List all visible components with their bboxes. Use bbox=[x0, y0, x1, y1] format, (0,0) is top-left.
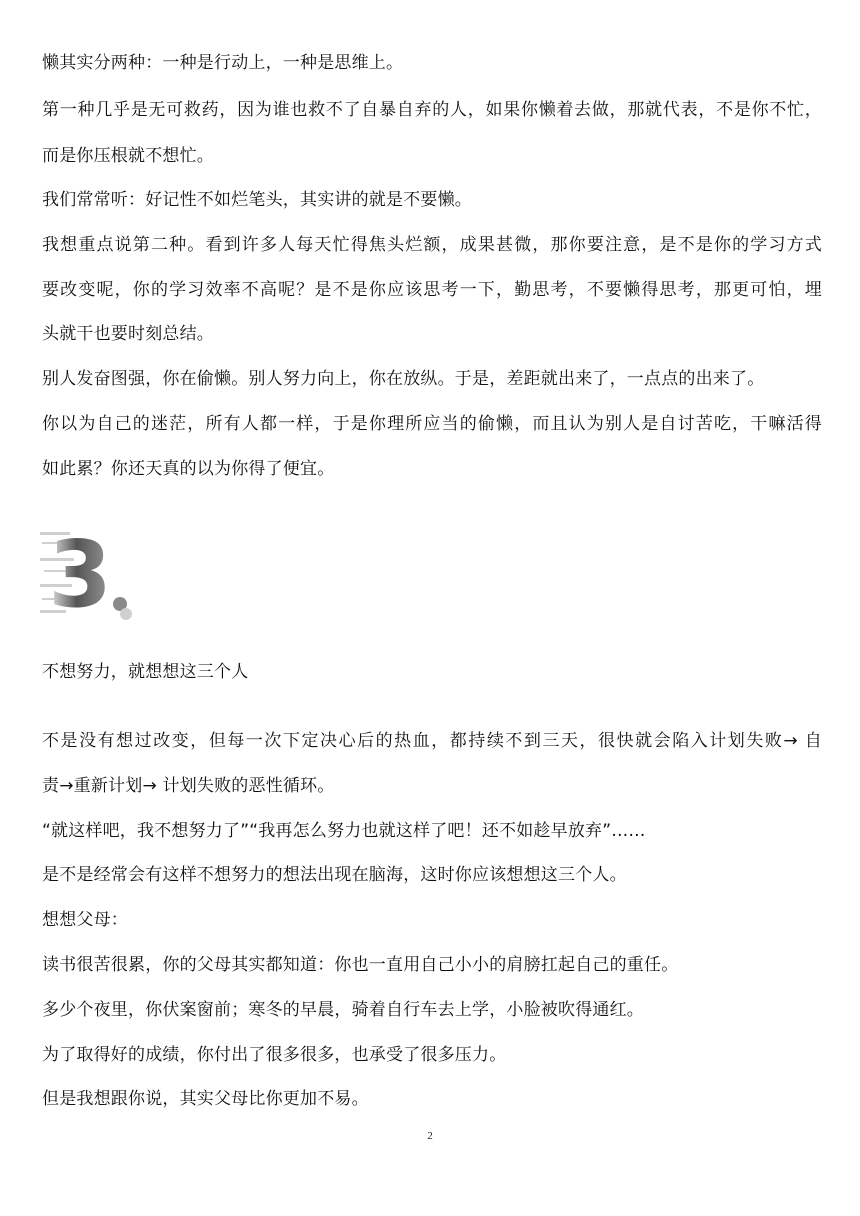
paragraph-line: 我们常常听：好记性不如烂笔头，其实讲的就是不要懒。 bbox=[42, 190, 472, 210]
section-number: 3 bbox=[48, 521, 113, 626]
paragraph-line: 你以为自己的迷茫，所有人都一样，于是你理所应当的偷懒，而且认为别人是自讨苦吃，干嘛活得 bbox=[42, 414, 822, 434]
paragraph-line: 头就干也要时刻总结。 bbox=[42, 324, 214, 344]
paragraph-line: 为了取得好的成绩，你付出了很多很多，也承受了很多压力。 bbox=[42, 1045, 507, 1065]
paragraph-line: 责→重新计划→ 计划失败的恶性循环。 bbox=[42, 776, 335, 796]
paragraph-line: 懒其实分两种：一种是行动上，一种是思维上。 bbox=[42, 53, 404, 73]
paragraph-line: 要改变呢，你的学习效率不高呢？是不是你应该思考一下，勤思考，不要懒得思考，那更可怕，埋 bbox=[42, 280, 822, 300]
paragraph-line: 读书很苦很累，你的父母其实都知道：你也一直用自己小小的肩膀扛起自己的重任。 bbox=[42, 955, 679, 975]
section-heading: 不想努力，就想想这三个人 bbox=[42, 662, 249, 682]
section-number-graphic bbox=[40, 518, 140, 626]
paragraph-line: 是不是经常会有这样不想努力的想法出现在脑海，这时你应该想想这三个人。 bbox=[42, 865, 627, 885]
paragraph-line: 不是没有想过改变，但每一次下定决心后的热血，都持续不到三天，很快就会陷入计划失败→ 自 bbox=[42, 731, 822, 751]
paragraph-line: 而是你压根就不想忙。 bbox=[42, 146, 214, 166]
paragraph-line: 多少个夜里，你伏案窗前；寒冬的早晨，骑着自行车去上学，小脸被吹得通红。 bbox=[42, 1000, 644, 1020]
paragraph-line: 第一种几乎是无可救药，因为谁也救不了自暴自弃的人，如果你懒着去做，那就代表，不是你不忙， bbox=[42, 100, 822, 120]
paragraph-line: 如此累？你还天真的以为你得了便宜。 bbox=[42, 459, 335, 479]
paragraph-line: 想想父母： bbox=[42, 910, 128, 930]
paragraph-line: 我想重点说第二种。看到许多人每天忙得焦头烂额，成果甚微，那你要注意，是不是你的学习方式 bbox=[42, 235, 822, 255]
paragraph-line: 但是我想跟你说，其实父母比你更加不易。 bbox=[42, 1089, 369, 1109]
page-number: 2 bbox=[427, 1130, 433, 1142]
paragraph-line: 别人发奋图强，你在偷懒。别人努力向上，你在放纵。于是，差距就出来了，一点点的出来了。 bbox=[42, 369, 765, 389]
paragraph-line: “就这样吧，我不想努力了”“我再怎么努力也就这样了吧！还不如趁早放弃”…… bbox=[42, 821, 646, 841]
